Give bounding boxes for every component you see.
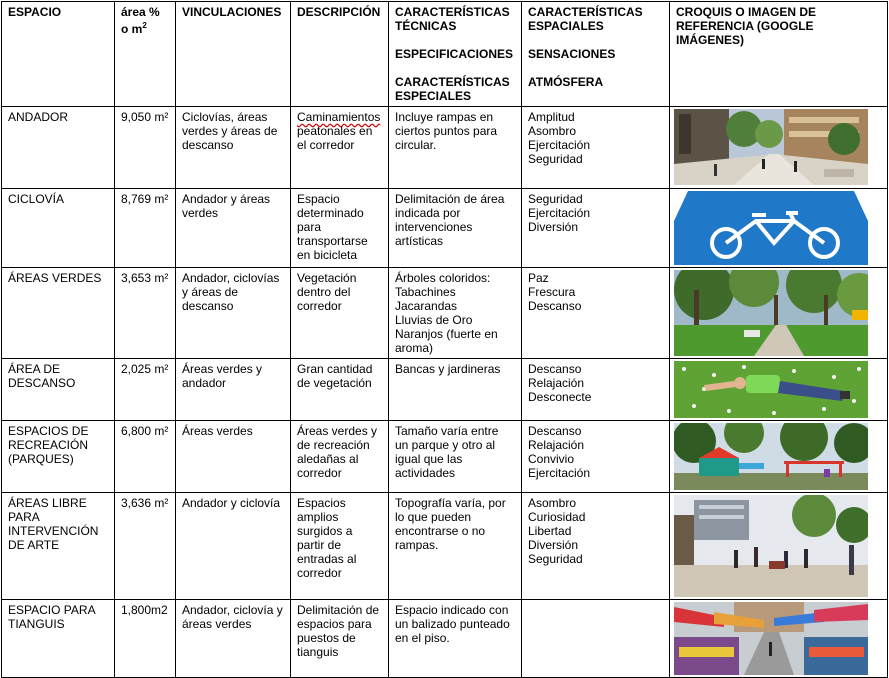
sensation-item: Ejercitación: [528, 138, 591, 152]
table-row: [2, 600, 888, 678]
pedestrian-walkway-photo: [674, 109, 883, 185]
tecnica-line: Lluvias de Oro: [395, 313, 473, 327]
cell-espacio: ÁREAS VERDES: [2, 268, 115, 359]
cell-espacio: CICLOVÍA: [2, 189, 115, 268]
sensation-item: Libertad: [528, 524, 572, 538]
cell-espacio: ANDADOR: [2, 107, 115, 189]
sensation-item: Relajación: [528, 438, 585, 452]
cell-espacio: ÁREA DE DESCANSO: [2, 359, 115, 421]
cell-image: [670, 600, 888, 678]
sensation-item: Asombro: [528, 124, 577, 138]
cell-area: 6,800 m²: [115, 421, 176, 493]
spaces-table: [1, 1, 888, 678]
playground-park-photo: [674, 423, 883, 490]
header-row: [2, 2, 888, 107]
sensation-item: Seguridad: [528, 552, 583, 566]
cell-area: 2,025 m²: [115, 359, 176, 421]
cell-area: 3,653 m²: [115, 268, 176, 359]
cell-espacio: ESPACIO PARA TIANGUIS: [2, 600, 115, 678]
cell-image: [670, 359, 888, 421]
cell-descripcion: [291, 107, 389, 189]
sensation-item: Asombro: [528, 496, 577, 510]
table-row: [2, 359, 888, 421]
cell-descripcion: Delimitación de espacios para puestos de tianguis: [291, 600, 389, 678]
sensation-item: Curiosidad: [528, 510, 586, 524]
sensation-item: Descanso: [528, 424, 582, 438]
sensation-item: Relajación: [528, 376, 585, 390]
cell-image: [670, 493, 888, 600]
tecnica-line: Tabachines: [395, 285, 456, 299]
cell-vinculaciones: Andador, ciclovía y áreas verdes: [176, 600, 291, 678]
header-tecnicas-especiales: CARACTERÍSTICAS ESPECIALES: [395, 75, 510, 103]
header-tecnicas: [389, 2, 522, 107]
cell-image: [670, 107, 888, 189]
header-tecnicas-spec: ESPECIFICACIONES: [395, 47, 514, 61]
sensation-item: Ejercitación: [528, 206, 591, 220]
cell-espacio: ESPACIOS DE RECREACIÓN (PARQUES): [2, 421, 115, 493]
cell-tecnicas: Espacio indicado con un balizado punteado en el piso.: [389, 600, 522, 678]
cell-image: [670, 421, 888, 493]
header-area: área % o $m^2$: [115, 2, 176, 107]
cell-vinculaciones: Ciclovías, áreas verdes y áreas de descanso: [176, 107, 291, 189]
sensation-item: Descanso: [528, 299, 582, 313]
street-market-photo: [674, 602, 883, 675]
cell-espaciales: [522, 493, 670, 600]
sensation-item: Amplitud: [528, 110, 575, 124]
sensation-item: Seguridad: [528, 192, 583, 206]
cell-espaciales: [522, 421, 670, 493]
header-atmosfera: ATMÓSFERA: [528, 75, 604, 89]
green-park-path-photo: [674, 270, 883, 356]
table-row: [2, 107, 888, 189]
cell-espaciales: [522, 600, 670, 678]
cell-tecnicas: Incluye rampas en ciertos puntos para circular.: [389, 107, 522, 189]
bike-lane-photo: [674, 191, 883, 265]
table-row: [2, 421, 888, 493]
spellcheck-word: Caminamientos: [297, 110, 381, 124]
header-tecnicas-title: CARACTERÍSTICAS TÉCNICAS: [395, 5, 510, 33]
cell-descripcion-rest: peatonales en el corredor: [297, 124, 373, 152]
header-vinculaciones: VINCULACIONES: [176, 2, 291, 107]
sensation-item: Desconecte: [528, 390, 592, 404]
cell-descripcion: Áreas verdes y de recreación aledañas al corredor: [291, 421, 389, 493]
cell-vinculaciones: Andador, ciclovías y áreas de descanso: [176, 268, 291, 359]
cell-vinculaciones: Andador y áreas verdes: [176, 189, 291, 268]
tecnica-line: Jacarandas: [395, 299, 458, 313]
cell-espaciales: [522, 107, 670, 189]
cell-tecnicas: Tamaño varía entre un parque y otro al igual que las actividades: [389, 421, 522, 493]
cell-image: [670, 189, 888, 268]
table-row: [2, 493, 888, 600]
person-resting-on-grass-photo: [674, 361, 883, 418]
cell-area: 8,769 m²: [115, 189, 176, 268]
sensation-item: Diversión: [528, 538, 579, 552]
sensation-item: Frescura: [528, 285, 576, 299]
header-descripcion: DESCRIPCIÓN: [291, 2, 389, 107]
cell-espaciales: [522, 359, 670, 421]
cell-tecnicas: Bancas y jardineras: [389, 359, 522, 421]
cell-descripcion: Gran cantidad de vegetación: [291, 359, 389, 421]
cell-tecnicas: [389, 268, 522, 359]
sensation-item: Paz: [528, 271, 549, 285]
header-sensaciones: SENSACIONES: [528, 47, 616, 61]
cell-image: [670, 268, 888, 359]
cell-descripcion: Vegetación dentro del corredor: [291, 268, 389, 359]
sensation-item: Seguridad: [528, 152, 583, 166]
tecnica-line: Árboles coloridos:: [395, 271, 491, 285]
header-espacio: ESPACIO: [2, 2, 115, 107]
cell-espaciales: [522, 268, 670, 359]
cell-area: 9,050 m²: [115, 107, 176, 189]
tecnica-line: Naranjos (fuerte en aroma): [395, 327, 498, 355]
cell-tecnicas: Delimitación de área indicada por intervenciones artísticas: [389, 189, 522, 268]
cell-descripcion: Espacios amplios surgidos a partir de entradas al corredor: [291, 493, 389, 600]
cell-espacio: ÁREAS LIBRE PARA INTERVENCIÓN DE ARTE: [2, 493, 115, 600]
table-row: [2, 189, 888, 268]
header-espaciales: [522, 2, 670, 107]
sensation-item: Convivio: [528, 452, 575, 466]
header-espaciales-title: CARACTERÍSTICAS ESPACIALES: [528, 5, 643, 33]
header-croquis: CROQUIS O IMAGEN DE REFERENCIA (GOOGLE IMÁGENES): [670, 2, 888, 107]
sensation-item: Ejercitación: [528, 466, 591, 480]
cell-vinculaciones: Áreas verdes: [176, 421, 291, 493]
table-row: [2, 268, 888, 359]
sensation-item: Descanso: [528, 362, 582, 376]
cell-vinculaciones: Andador y ciclovía: [176, 493, 291, 600]
cell-area: 3,636 m²: [115, 493, 176, 600]
cell-espaciales: [522, 189, 670, 268]
cell-tecnicas: Topografía varía, por lo que pueden encontrarse o no rampas.: [389, 493, 522, 600]
cell-area: 1,800m2: [115, 600, 176, 678]
street-performance-plaza-photo: [674, 495, 883, 597]
cell-vinculaciones: Áreas verdes y andador: [176, 359, 291, 421]
sensation-item: Diversión: [528, 220, 579, 234]
cell-descripcion: Espacio determinado para transportarse en bicicleta: [291, 189, 389, 268]
